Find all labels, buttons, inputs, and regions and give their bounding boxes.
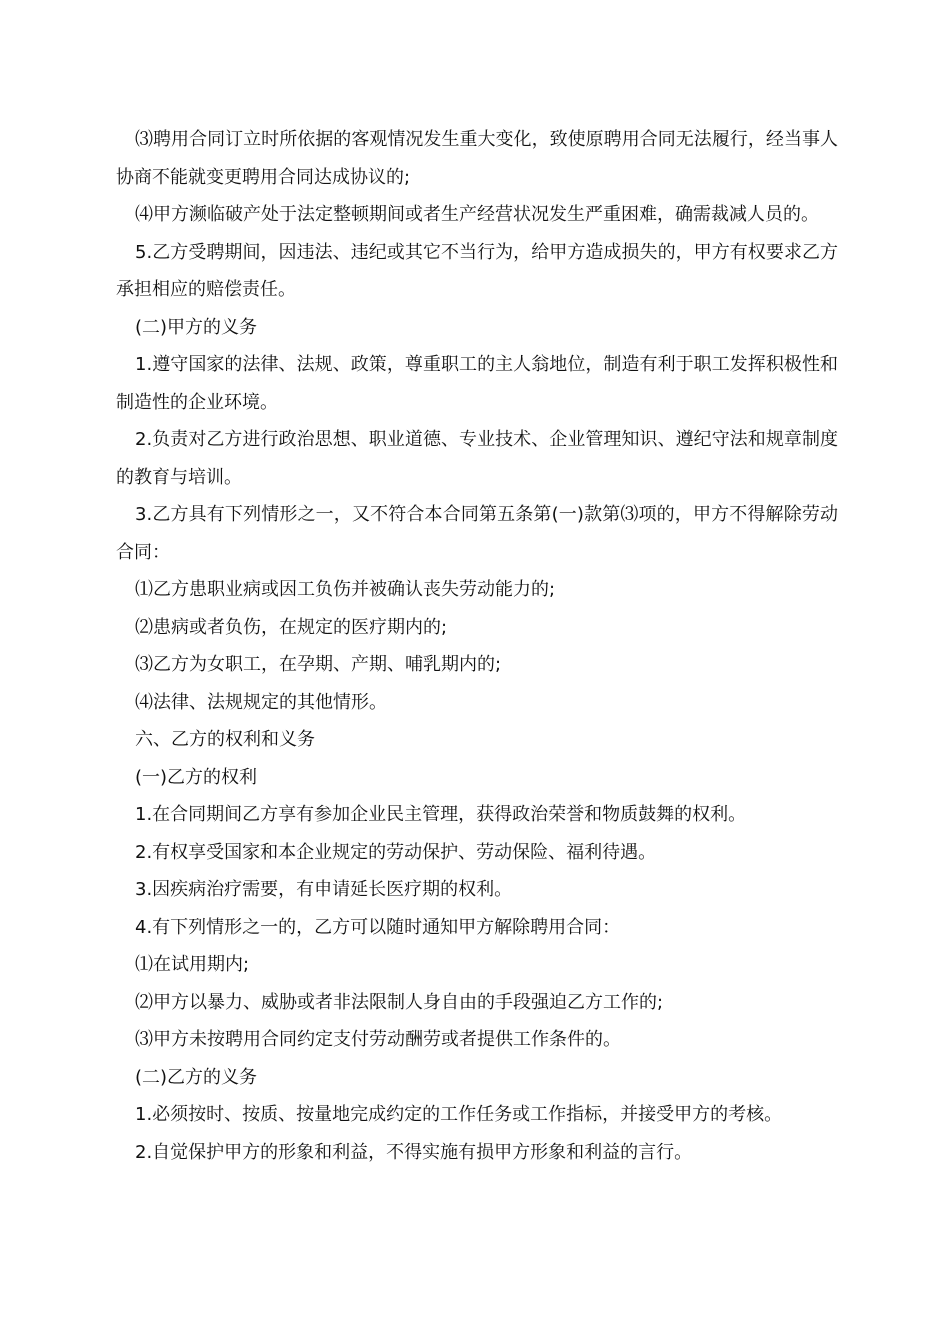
list-item: ⑴在试用期内; [135,954,250,975]
section-heading: 六、乙方的权利和义务 [135,729,315,750]
list-item: ⑴乙方患职业病或因工负伤并被确认丧失劳动能力的; [135,579,556,600]
section-heading: (二)乙方的义务 [135,1066,258,1088]
list-item: ⑶甲方未按聘用合同约定支付劳动酬劳或者提供工作条件的。 [135,1029,621,1050]
list-item: ⑵患病或者负伤，在规定的医疗期内的; [135,616,448,638]
paragraph: 2.有权享受国家和本企业规定的劳动保护、劳动保险、福利待遇。 [135,841,657,863]
list-item: ⑶乙方为女职工，在孕期、产期、哺乳期内的; [135,654,502,675]
paragraph: 2.负责对乙方进行政治思想、职业道德、专业技术、企业管理知识、遵纪守法和规章制度的教育与培训。 [116,429,838,488]
list-item: ⑷法律、法规规定的其他情形。 [135,691,387,713]
document-body [116,121,838,1171]
paragraph: 3.因疾病治疗需要，有申请延长医疗期的权利。 [135,879,513,900]
paragraph: 2.自觉保护甲方的形象和利益，不得实施有损甲方形象和利益的言行。 [135,1141,693,1163]
paragraph: 1.必须按时、按质、按量地完成约定的工作任务或工作指标，并接受甲方的考核。 [135,1104,783,1125]
paragraph: 3.乙方具有下列情形之一，又不符合本合同第五条第(一)款第⑶项的，甲方不得解除劳动合同： [116,504,838,563]
paragraph: 5.乙方受聘期间，因违法、违纪或其它不当行为，给甲方造成损失的，甲方有权要求乙方承担相应的赔偿责任。 [116,241,838,300]
section-heading: (一)乙方的权利 [135,766,258,788]
paragraph: 1.遵守国家的法律、法规、政策，尊重职工的主人翁地位，制造有利于职工发挥积极性和制造性的企业环境。 [116,354,838,413]
paragraph: ⑷甲方濒临破产处于法定整顿期间或者生产经营状况发生严重困难，确需裁减人员的。 [135,204,819,225]
list-item: ⑵甲方以暴力、威胁或者非法限制人身自由的手段强迫乙方工作的; [135,991,664,1013]
paragraph: ⑶聘用合同订立时所依据的客观情况发生重大变化，致使原聘用合同无法履行，经当事人协商不能就变更聘用合同达成协议的; [116,129,838,188]
paragraph: 1.在合同期间乙方享有参加企业民主管理，获得政治荣誉和物质鼓舞的权利。 [135,804,747,825]
section-heading: (二)甲方的义务 [135,316,258,338]
paragraph: 4.有下列情形之一的，乙方可以随时通知甲方解除聘用合同： [135,916,621,938]
